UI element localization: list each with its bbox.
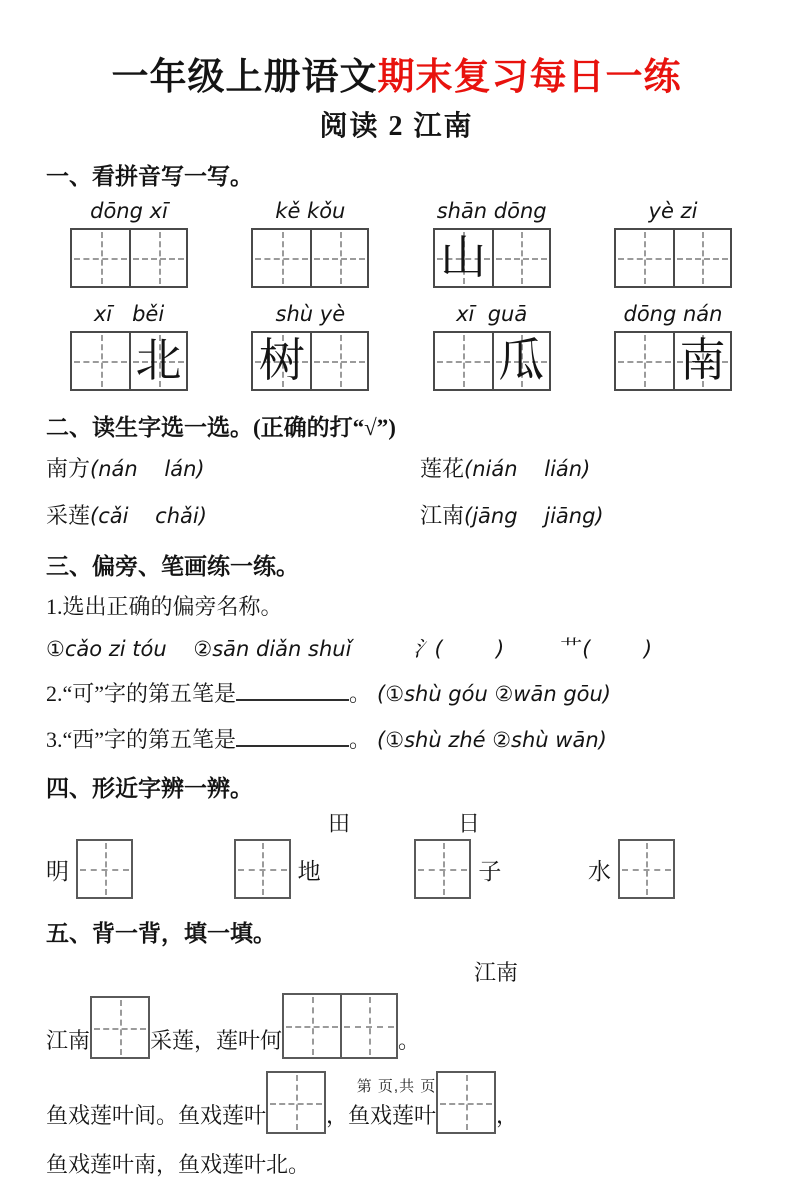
pinyin-label: shù yè [275, 302, 346, 326]
answer-blank [236, 725, 349, 747]
pinyin-grid-section [46, 199, 747, 391]
title-red-part: 期末复习每日一练 [377, 57, 682, 98]
writing-grid [251, 331, 369, 391]
poem-text: ， [496, 1103, 519, 1128]
writing-grid [70, 228, 188, 288]
lesson-subtitle: 阅读 2 江南 [319, 111, 474, 142]
choice-row-1 [46, 452, 747, 489]
writing-box [234, 839, 291, 899]
choice-item [46, 452, 420, 489]
writing-cell [435, 333, 492, 389]
fill-box-double [282, 993, 398, 1059]
pinyin-label: xī guā [456, 302, 528, 326]
writing-cell [72, 333, 129, 389]
title-black-part: 一年级上册语文 [111, 57, 378, 98]
page-number-footer: 第 页,共 页 [356, 1078, 437, 1095]
fill-cell [284, 995, 340, 1057]
pinyin-item-shuye [251, 302, 369, 391]
radical-grass: 艹 [560, 636, 583, 661]
poem-text: 。 [398, 1028, 421, 1053]
fill-box [90, 996, 150, 1059]
pinyin-item-shandong [433, 199, 551, 288]
writing-grid [70, 331, 188, 391]
fill-cell [340, 995, 396, 1057]
similar-char-row [46, 839, 682, 899]
char-pair-di [227, 839, 321, 899]
pinyin-grid-row-2 [70, 302, 732, 391]
poem-title: 江南 [474, 960, 519, 985]
writing-box [618, 839, 675, 899]
choice-pinyin-options: (nán lán) [90, 457, 205, 481]
pinyin-item-yezi [614, 199, 732, 288]
hint-label-ri: 日 [458, 811, 481, 836]
writing-grid [614, 228, 732, 288]
answer-blank [236, 679, 349, 701]
given-char: 地 [297, 858, 321, 884]
char-pair-ming [46, 839, 140, 899]
writing-cell-filled: 南 [673, 333, 730, 389]
pinyin-item-dongnan [614, 302, 732, 391]
section5-heading: 五、背一背，填一填。 [46, 921, 276, 946]
choice-pinyin-options: (nián lián) [464, 457, 591, 481]
writing-cell-filled: 瓜 [492, 333, 549, 389]
choice-pinyin-options: (jāng jiāng) [464, 504, 604, 528]
writing-box [414, 839, 471, 899]
writing-cell [616, 333, 673, 389]
page-title [0, 0, 793, 100]
writing-cell [492, 230, 549, 286]
poem-text: 鱼戏莲叶间。鱼戏莲叶 [46, 1103, 267, 1128]
q1-options-line [46, 632, 747, 666]
writing-grid [433, 228, 551, 288]
choice-item [420, 499, 604, 536]
char-pair-shui [588, 839, 682, 899]
writing-cell-filled: 山 [435, 230, 492, 286]
section4-heading: 四、形近字辨一辨。 [46, 776, 253, 801]
pinyin-label: dōng nán [623, 302, 723, 326]
writing-cell [673, 230, 730, 286]
writing-cell [616, 230, 673, 286]
writing-cell-filled: 北 [129, 333, 186, 389]
pinyin-label: yè zi [648, 199, 698, 223]
writing-cell [253, 230, 310, 286]
writing-cell [72, 230, 129, 286]
q2-line [46, 676, 747, 712]
pinyin-label: xī běi [93, 302, 165, 326]
section4-hint-labels [46, 807, 747, 837]
q3-prompt: 3.“西”字的第五笔是 [46, 727, 237, 752]
writing-cell [310, 333, 367, 389]
pinyin-item-xibei [70, 302, 188, 391]
pinyin-label: kě kǒu [275, 199, 346, 223]
q3-line [46, 722, 747, 758]
writing-grid [433, 331, 551, 391]
choice-item [46, 499, 420, 536]
char-pair-zi [407, 839, 501, 899]
section1-heading: 一、看拼音写一写。 [46, 164, 253, 189]
pinyin-label: dōng xī [90, 199, 168, 223]
writing-box [76, 839, 133, 899]
q1-prompt: 1.选出正确的偏旁名称。 [46, 594, 283, 619]
given-char: 水 [587, 858, 611, 884]
given-char: 明 [46, 858, 69, 884]
writing-cell-filled: 树 [253, 333, 310, 389]
q3-period: 。 [349, 727, 372, 752]
worksheet-content [0, 158, 793, 1179]
pinyin-item-dongxi [70, 199, 188, 288]
answer-parens: ( ) [434, 637, 505, 661]
choice-word: 莲花 [420, 456, 465, 481]
poem-text: 采莲，莲叶何 [150, 1028, 283, 1053]
pinyin-grid-row-1 [70, 199, 732, 288]
poem-text: 江南 [46, 1028, 91, 1053]
pinyin-label: shān dōng [436, 199, 547, 223]
section3-heading: 三、偏旁、笔画练一练。 [46, 554, 299, 579]
writing-grid [251, 228, 369, 288]
q2-prompt: 2.“可”字的第五笔是 [46, 681, 237, 706]
given-char: 子 [478, 858, 502, 884]
q2-period: 。 [349, 681, 372, 706]
hint-label-tian: 田 [328, 811, 351, 836]
choice-item [420, 452, 590, 489]
writing-grid [614, 331, 732, 391]
poem-line-3: 鱼戏莲叶南，鱼戏莲叶北。 [46, 1152, 311, 1177]
q1-options: ①cǎo zi tóu ②sān diǎn shuǐ [46, 637, 352, 661]
choice-row-2 [46, 499, 747, 536]
radical-water: 氵 [413, 637, 435, 661]
answer-parens: ( ) [582, 637, 653, 661]
poem-line-1 [46, 993, 747, 1059]
q3-options: (①shù zhé ②shù wān) [377, 728, 607, 752]
choice-word: 南方 [46, 456, 91, 481]
writing-cell [129, 230, 186, 286]
pinyin-item-kekou [251, 199, 369, 288]
writing-cell [310, 230, 367, 286]
section2-heading: 二、读生字选一选。(正确的打“√”) [46, 415, 396, 440]
choice-word: 采莲 [46, 503, 91, 528]
choice-word: 江南 [420, 503, 465, 528]
q2-options: (①shù góu ②wān gōu) [377, 682, 611, 706]
poem-text: ，鱼戏莲叶 [326, 1103, 437, 1128]
pinyin-item-xigua [433, 302, 551, 391]
choice-pinyin-options: (cǎi chǎi) [90, 504, 207, 528]
